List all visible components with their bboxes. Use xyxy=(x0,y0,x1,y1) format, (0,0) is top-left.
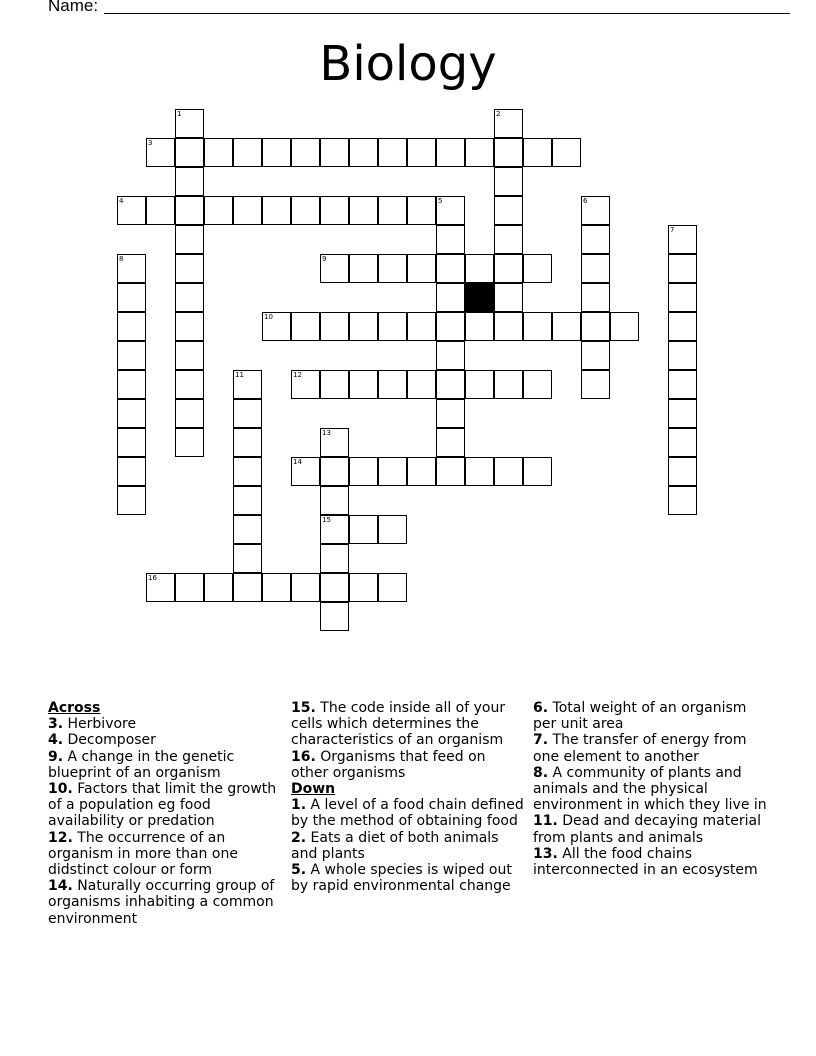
crossword-cell[interactable] xyxy=(175,167,204,196)
crossword-cell[interactable] xyxy=(465,312,494,341)
name-label: Name: xyxy=(48,0,99,15)
crossword-cell[interactable] xyxy=(233,428,262,457)
crossword-cell[interactable] xyxy=(233,544,262,573)
clue-across-3: 3. Herbivore xyxy=(48,716,137,733)
crossword-cell[interactable] xyxy=(436,457,465,486)
crossword-cell[interactable] xyxy=(117,370,146,399)
crossword-cell[interactable] xyxy=(320,370,349,399)
crossword-cell[interactable] xyxy=(320,602,349,631)
crossword-cell[interactable] xyxy=(262,312,291,341)
crossword-cell[interactable] xyxy=(378,254,407,283)
clue-down-1: 1. A level of a food chain defined by the method of obtaining food xyxy=(291,797,524,830)
crossword-cell[interactable] xyxy=(175,399,204,428)
crossword-cell[interactable] xyxy=(320,544,349,573)
crossword-cell[interactable] xyxy=(378,138,407,167)
clue-number: 8 xyxy=(119,255,124,263)
crossword-cell[interactable] xyxy=(349,312,378,341)
crossword-cell[interactable] xyxy=(378,370,407,399)
crossword-cell[interactable] xyxy=(175,573,204,602)
clue-number: 13 xyxy=(322,429,331,437)
crossword-cell[interactable] xyxy=(668,341,697,370)
crossword-cell[interactable] xyxy=(117,486,146,515)
crossword-cell[interactable] xyxy=(494,225,523,254)
crossword-cell[interactable] xyxy=(581,196,610,225)
clue-across-15: 15. The code inside all of your cells which determines the characteristics of an organism xyxy=(291,700,506,749)
crossword-cell[interactable] xyxy=(436,341,465,370)
crossword-cell[interactable] xyxy=(291,370,320,399)
crossword-cell[interactable] xyxy=(175,428,204,457)
crossword-cell[interactable] xyxy=(349,573,378,602)
clue-column-3 xyxy=(533,700,769,878)
crossword-cell[interactable] xyxy=(668,312,697,341)
clue-column-1 xyxy=(48,700,284,927)
crossword-cell[interactable] xyxy=(320,312,349,341)
crossword-cell[interactable] xyxy=(204,196,233,225)
crossword-cell[interactable] xyxy=(233,515,262,544)
crossword-cell[interactable] xyxy=(349,515,378,544)
crossword-cell[interactable] xyxy=(668,283,697,312)
clue-across-14: 14. Naturally occurring group of organisms inhabiting a common environment xyxy=(48,878,275,927)
crossword-cell[interactable] xyxy=(320,428,349,457)
clue-down-8: 8. A community of plants and animals and the physical environment in which they live in xyxy=(533,764,767,814)
crossword-cell[interactable] xyxy=(117,341,146,370)
crossword-cell[interactable] xyxy=(581,341,610,370)
crossword-cell[interactable] xyxy=(320,254,349,283)
crossword-cell[interactable] xyxy=(146,196,175,225)
crossword-cell[interactable] xyxy=(378,312,407,341)
crossword-cell[interactable] xyxy=(175,370,204,399)
crossword-cell[interactable] xyxy=(175,254,204,283)
crossword-cell[interactable] xyxy=(523,312,552,341)
crossword-cell[interactable] xyxy=(233,196,262,225)
crossword-cell[interactable] xyxy=(581,283,610,312)
crossword-cell[interactable] xyxy=(320,486,349,515)
crossword-cell[interactable] xyxy=(320,196,349,225)
crossword-cell[interactable] xyxy=(436,428,465,457)
clue-number: 7 xyxy=(670,226,675,234)
crossword-cell[interactable] xyxy=(610,312,639,341)
clue-down-11: 11. Dead and decaying material from plants and animals xyxy=(533,813,761,846)
crossword-cell[interactable] xyxy=(262,573,291,602)
crossword-cell[interactable] xyxy=(494,457,523,486)
clue-down-2: 2. Eats a diet of both animals and plants xyxy=(291,829,499,862)
crossword-cell[interactable] xyxy=(378,573,407,602)
clue-down-6: 6. Total weight of an organism per unit area xyxy=(533,700,747,733)
crossword-cell[interactable] xyxy=(668,254,697,283)
crossword-cell[interactable] xyxy=(146,138,175,167)
crossword-cell[interactable] xyxy=(407,196,436,225)
crossword-cell[interactable] xyxy=(668,225,697,254)
clue-number: 1 xyxy=(177,110,182,118)
clue-number: 6 xyxy=(583,197,588,205)
clue-number: 11 xyxy=(235,371,244,379)
crossword-cell[interactable] xyxy=(494,370,523,399)
crossword-cell[interactable] xyxy=(668,399,697,428)
crossword-cell[interactable] xyxy=(407,254,436,283)
clue-down-13: 13. All the food chains interconnected in an ecosystem xyxy=(533,845,758,879)
crossword-cell[interactable] xyxy=(436,283,465,312)
crossword-cell[interactable] xyxy=(552,138,581,167)
crossword-cell[interactable] xyxy=(407,138,436,167)
crossword-cell[interactable] xyxy=(436,370,465,399)
clue-number: 10 xyxy=(264,313,273,321)
crossword-cell[interactable] xyxy=(494,167,523,196)
crossword-cell[interactable] xyxy=(233,573,262,602)
crossword-cell[interactable] xyxy=(117,196,146,225)
crossword-cell[interactable] xyxy=(436,399,465,428)
clue-down-5: 5. A whole species is wiped out by rapid environmental change xyxy=(291,862,512,895)
crossword-cell[interactable] xyxy=(494,196,523,225)
crossword-cell[interactable] xyxy=(523,370,552,399)
crossword-cell[interactable] xyxy=(349,138,378,167)
crossword-cell[interactable] xyxy=(581,370,610,399)
crossword-cell[interactable] xyxy=(668,486,697,515)
crossword-cell[interactable] xyxy=(552,312,581,341)
crossword-cell[interactable] xyxy=(523,254,552,283)
clue-number: 16 xyxy=(148,574,157,582)
clue-across-12: 12. The occurrence of an organism in more than one didstinct colour or form xyxy=(48,829,238,879)
crossword-cell[interactable] xyxy=(378,515,407,544)
crossword-cell[interactable] xyxy=(117,457,146,486)
crossword-cell[interactable] xyxy=(175,138,204,167)
crossword-cell[interactable] xyxy=(465,138,494,167)
crossword-cell[interactable] xyxy=(349,370,378,399)
crossword-cell[interactable] xyxy=(291,312,320,341)
crossword-cell[interactable] xyxy=(465,254,494,283)
clue-number: 2 xyxy=(496,110,501,118)
page-title: Biology xyxy=(319,36,497,92)
crossword-cell[interactable] xyxy=(175,109,204,138)
crossword-cell[interactable] xyxy=(233,399,262,428)
crossword-cell[interactable] xyxy=(581,254,610,283)
crossword-cell[interactable] xyxy=(436,196,465,225)
across-heading: Across xyxy=(48,700,101,716)
crossword-cell[interactable] xyxy=(117,399,146,428)
crossword-cell[interactable] xyxy=(291,457,320,486)
crossword-cell[interactable] xyxy=(204,573,233,602)
crossword-cell[interactable] xyxy=(407,370,436,399)
clue-down-7: 7. The transfer of energy from one element to another xyxy=(533,732,747,765)
crossword-cell[interactable] xyxy=(407,312,436,341)
crossword-cell[interactable] xyxy=(378,196,407,225)
clue-number: 15 xyxy=(322,516,331,524)
crossword-cell[interactable] xyxy=(117,312,146,341)
crossword-cell[interactable] xyxy=(349,196,378,225)
crossword-cell[interactable] xyxy=(233,138,262,167)
crossword-cell[interactable] xyxy=(175,312,204,341)
crossword-cell[interactable] xyxy=(494,109,523,138)
crossword-cell[interactable] xyxy=(436,312,465,341)
crossword-cell[interactable] xyxy=(175,341,204,370)
crossword-cell[interactable] xyxy=(494,254,523,283)
crossword-cell[interactable] xyxy=(349,457,378,486)
clue-number: 14 xyxy=(293,458,302,466)
crossword-cell[interactable] xyxy=(233,457,262,486)
crossword-cell[interactable] xyxy=(320,457,349,486)
crossword-cell[interactable] xyxy=(407,457,436,486)
clue-column-2 xyxy=(291,700,527,894)
crossword-cell[interactable] xyxy=(146,573,175,602)
crossword-cell[interactable] xyxy=(233,370,262,399)
clue-number: 12 xyxy=(293,371,302,379)
crossword-cell[interactable] xyxy=(436,254,465,283)
crossword-cell[interactable] xyxy=(436,138,465,167)
crossword-cell[interactable] xyxy=(378,457,407,486)
crossword-cell[interactable] xyxy=(204,138,233,167)
crossword-cell[interactable] xyxy=(523,138,552,167)
crossword-cell[interactable] xyxy=(320,515,349,544)
crossword-cell[interactable] xyxy=(117,428,146,457)
crossword-cell[interactable] xyxy=(291,138,320,167)
clue-number: 9 xyxy=(322,255,327,263)
crossword-cell[interactable] xyxy=(262,138,291,167)
crossword-cell[interactable] xyxy=(668,428,697,457)
crossword-cell[interactable] xyxy=(465,457,494,486)
crossword-cell[interactable] xyxy=(494,138,523,167)
crossword-cell[interactable] xyxy=(233,486,262,515)
crossword-cell[interactable] xyxy=(262,196,291,225)
clue-number: 4 xyxy=(119,197,124,205)
crossword-cell[interactable] xyxy=(523,457,552,486)
clue-across-16: 16. Organisms that feed on other organisms xyxy=(291,748,486,781)
crossword-cell[interactable] xyxy=(175,196,204,225)
crossword-cell[interactable] xyxy=(465,370,494,399)
crossword-cell[interactable] xyxy=(349,254,378,283)
crossword-cell[interactable] xyxy=(291,196,320,225)
crossword-cell[interactable] xyxy=(668,370,697,399)
down-heading: Down xyxy=(291,781,336,798)
crossword-cell[interactable] xyxy=(117,254,146,283)
black-cell xyxy=(465,283,494,312)
crossword-cell[interactable] xyxy=(175,283,204,312)
crossword-cell[interactable] xyxy=(494,312,523,341)
clue-across-4: 4. Decomposer xyxy=(48,732,156,749)
crossword-cell[interactable] xyxy=(581,312,610,341)
crossword-cell[interactable] xyxy=(436,225,465,254)
crossword-cell[interactable] xyxy=(320,573,349,602)
crossword-cell[interactable] xyxy=(320,138,349,167)
crossword-cell[interactable] xyxy=(581,225,610,254)
clue-across-10: 10. Factors that limit the growth of a population eg food availability or predation xyxy=(48,781,277,830)
clue-number: 5 xyxy=(438,197,443,205)
crossword-cell[interactable] xyxy=(668,457,697,486)
crossword-cell[interactable] xyxy=(494,283,523,312)
clue-across-9: 9. A change in the genetic blueprint of an organism xyxy=(48,748,235,781)
crossword-cell[interactable] xyxy=(117,283,146,312)
crossword-cell[interactable] xyxy=(175,225,204,254)
clue-number: 3 xyxy=(148,139,153,147)
crossword-cell[interactable] xyxy=(291,573,320,602)
